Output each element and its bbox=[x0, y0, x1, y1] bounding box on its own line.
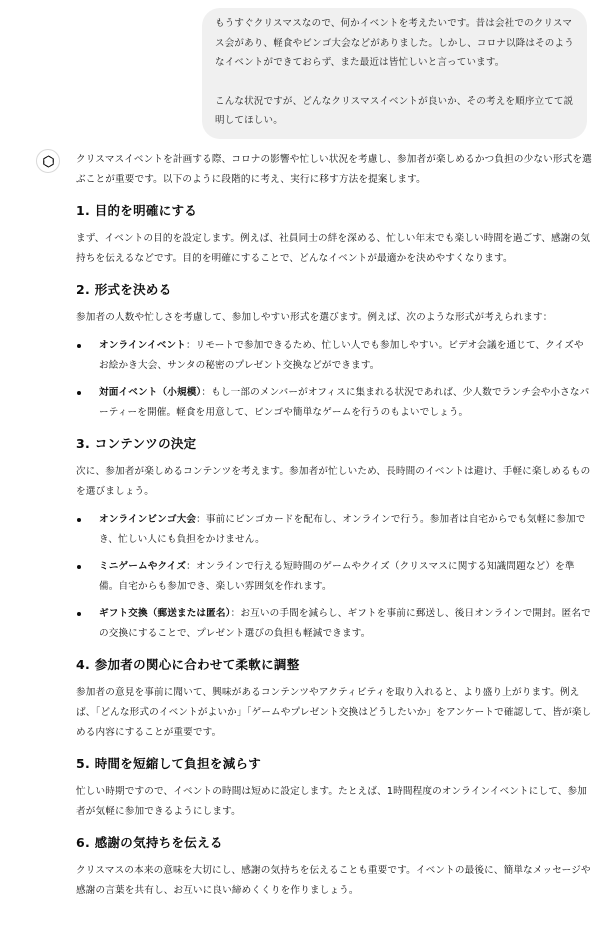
section-body: 忙しい時期ですので、イベントの時間は短めに設定します。たとえば、1時間程度のオンラインイベントにして、参加者が気軽に参加できるようにします。 bbox=[76, 786, 588, 817]
list-item bbox=[76, 336, 592, 376]
user-message-paragraph: もうすぐクリスマスなので、何かイベントを考えたいです。昔は会社でのクリスマス会があり、軽食やビンゴ大会などがありました。しかし、コロナ以降はそのようなイベントができておらず、また最近は皆忙しいと言っています。 bbox=[215, 18, 574, 68]
section-heading: 1. 目的を明確にする bbox=[76, 203, 198, 218]
list-item bbox=[76, 604, 592, 644]
content-list bbox=[76, 510, 592, 644]
openai-logo-icon bbox=[41, 154, 56, 169]
section-purpose bbox=[76, 200, 592, 269]
list-item-text: ：もし一部のメンバーがオフィスに集まれる状況であれば、少人数でランチ会や小さなパーティーを開催。軽食を用意して、ビンゴや簡単なゲームを行うのもよいでしょう。 bbox=[99, 387, 590, 418]
assistant-response bbox=[76, 150, 592, 901]
list-item-label: 対面イベント（小規模） bbox=[99, 387, 202, 398]
section-heading: 4. 参加者の関心に合わせて柔軟に調整 bbox=[76, 657, 300, 672]
list-item-text: ：お互いの手間を減らし、ギフトを事前に郵送し、後日オンラインで開封。匿名での交換にすることで、プレゼント選びの負担も軽減できます。 bbox=[99, 608, 591, 639]
section-body: クリスマスの本来の意味を大切にし、感謝の気持ちを伝えることも重要です。イベントの最後に、簡単なメッセージや感謝の言葉を共有し、お互いに良い締めくくりを作りましょう。 bbox=[76, 865, 591, 896]
list-item-label: ミニゲームやクイズ bbox=[99, 561, 187, 572]
list-item-label: オンラインイベント bbox=[99, 340, 186, 351]
section-content bbox=[76, 433, 592, 644]
section-heading: 5. 時間を短縮して負担を減らす bbox=[76, 756, 262, 771]
user-message-paragraph: こんな状況ですが、どんなクリスマスイベントが良いか、その考えを順序立てて説明してほしい。 bbox=[215, 95, 574, 126]
list-item bbox=[76, 383, 592, 423]
section-heading: 6. 感謝の気持ちを伝える bbox=[76, 835, 223, 850]
section-body: 参加者の意見を事前に聞いて、興味があるコンテンツやアクティビティを取り入れると、より盛り上がります。例えば、「どんな形式のイベントがよいか」「ゲームやプレゼント交換はどうしたいか」をアンケートで確認して、皆が楽しめる内容にすることが重要です。 bbox=[76, 687, 592, 738]
section-gratitude bbox=[76, 832, 592, 901]
section-body: 参加者の人数や忙しさを考慮して、参加しやすい形式を選びます。例えば、次のような形式が考えられます： bbox=[76, 312, 553, 323]
list-item bbox=[76, 557, 592, 597]
section-adjust bbox=[76, 654, 592, 743]
section-format bbox=[76, 279, 592, 423]
list-item-text: ：オンラインで行える短時間のゲームやクイズ（クリスマスに関する知識問題など）を準備。自宅からも参加でき、楽しい雰囲気を作れます。 bbox=[99, 561, 575, 592]
section-body: まず、イベントの目的を設定します。例えば、社員同士の絆を深める、忙しい年末でも楽しい時間を過ごす、感謝の気持ちを伝えるなどです。目的を明確にすることで、どんなイベントが最適かを決めやすくなります。 bbox=[76, 233, 591, 264]
response-intro: クリスマスイベントを計画する際、コロナの影響や忙しい状況を考慮し、参加者が楽しめるかつ負担の少ない形式を選ぶことが重要です。以下のように段階的に考え、実行に移す方法を提案します。 bbox=[76, 154, 592, 185]
list-item-label: ギフト交換（郵送または匿名） bbox=[99, 608, 231, 619]
section-heading: 2. 形式を決める bbox=[76, 282, 172, 297]
user-message-bubble bbox=[202, 8, 587, 139]
list-item-text: ：事前にビンゴカードを配布し、オンラインで行う。参加者は自宅からでも気軽に参加でき、忙しい人にも負担をかけません。 bbox=[99, 514, 586, 545]
assistant-avatar bbox=[36, 149, 60, 173]
section-time bbox=[76, 753, 592, 822]
section-heading: 3. コンテンツの決定 bbox=[76, 436, 197, 451]
list-item-text: ：リモートで参加できるため、忙しい人でも参加しやすい。ビデオ会議を通じて、クイズやお絵かき大会、サンタの秘密のプレゼント交換などができます。 bbox=[99, 340, 584, 371]
list-item-label: オンラインビンゴ大会 bbox=[99, 514, 197, 525]
section-body: 次に、参加者が楽しめるコンテンツを考えます。参加者が忙しいため、長時間のイベントは避け、手軽に楽しめるものを選びましょう。 bbox=[76, 466, 591, 497]
format-list bbox=[76, 336, 592, 423]
list-item bbox=[76, 510, 592, 550]
